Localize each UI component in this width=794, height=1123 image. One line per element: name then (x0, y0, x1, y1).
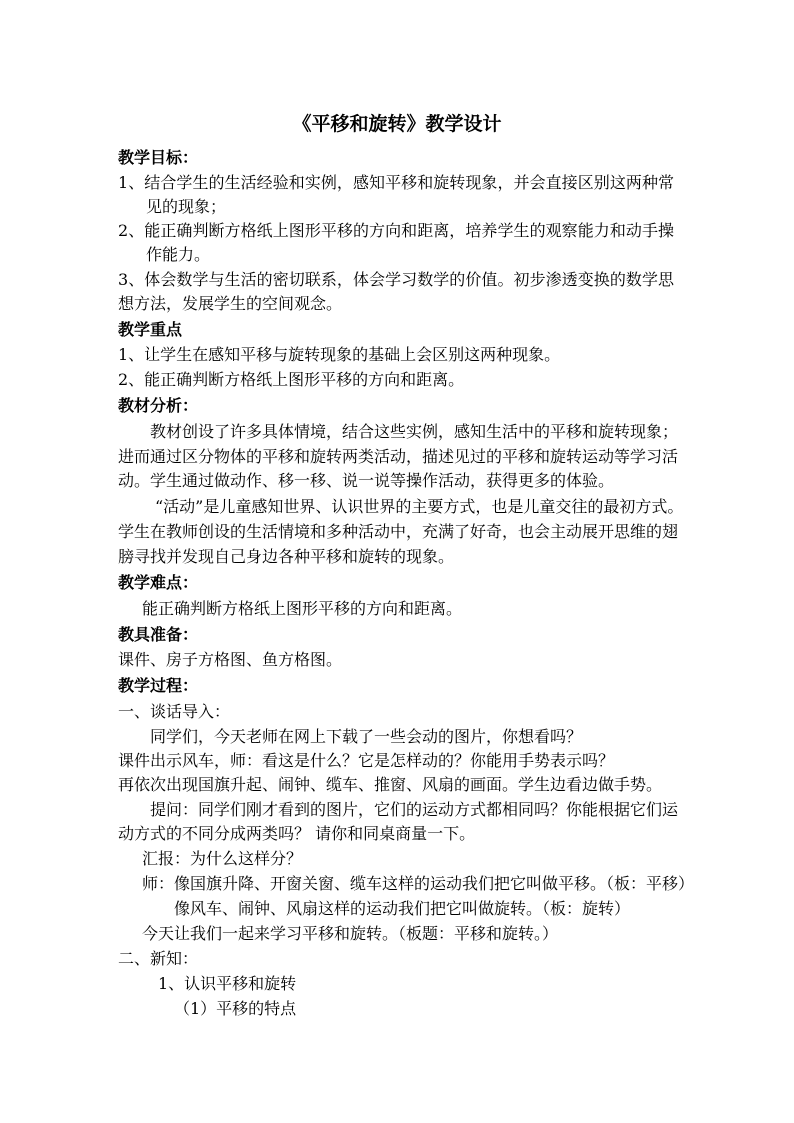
text-line: 1、让学生在感知平移与旋转现象的基础上会区别这两种现象。 (118, 345, 561, 364)
text-line: 今天让我们一起来学习平移和旋转。（板题：平移和旋转。） (142, 924, 559, 943)
text-line: “活动”是儿童感知世界、认识世界的主要方式，也是儿童交往的最初方式。 (155, 497, 684, 516)
text-line: 学生在教师创设的生活情境和多种活动中，充满了好奇，也会主动展开思维的翅 (118, 522, 679, 541)
text-line: 2、能正确判断方格纸上图形平移的方向和距离。 (118, 370, 465, 389)
text-line: 课件出示风车，师：看这是什么？它是怎样动的？你能用手势表示吗？ (118, 751, 615, 770)
text-line: 教材创设了许多具体情境，结合这些实例，感知生活中的平移和旋转现象； (150, 422, 679, 441)
text-line: 1、结合学生的生活经验和实例，感知平移和旋转现象，并会直接区别这两种常 (118, 173, 674, 192)
document-title: 《平移和旋转》教学设计 (292, 113, 502, 135)
section-heading: 教材分析： (118, 396, 199, 415)
text-line: 提问：同学们刚才看到的图片，它们的运动方式都相同吗？你能根据它们运 (150, 800, 679, 819)
text-line: 汇报：为什么这样分？ (142, 849, 303, 868)
text-line: 进而通过区分物体的平移和旋转两类活动，描述见过的平移和旋转运动等学习活 (118, 447, 679, 466)
text-line: 像风车、闹钟、风扇这样的运动我们把它叫做旋转。（板：旋转） (174, 899, 631, 918)
text-line: 膀寻找并发现自己身边各种平移和旋转的现象。 (118, 547, 455, 566)
text-line: 作能力。 (146, 245, 211, 264)
text-line: 2、能正确判断方格纸上图形平移的方向和距离，培养学生的观察能力和动手操 (118, 221, 674, 240)
text-line: 1、认识平移和旋转 (158, 974, 297, 993)
section-heading: 教学重点 (118, 320, 183, 339)
text-line: 师：像国旗升降、开窗关窗、缆车这样的运动我们把它叫做平移。（板：平移） (142, 874, 695, 893)
text-line: （1）平移的特点 (174, 999, 297, 1018)
text-line: 动。学生通过做动作、移一移、说一说等操作活动，获得更多的体验。 (118, 471, 615, 490)
text-line: 一、谈话导入： (118, 702, 231, 721)
section-heading: 教学过程： (118, 676, 199, 695)
section-heading: 教学目标： (118, 148, 199, 167)
text-line: 同学们，今天老师在网上下载了一些会动的图片，你想看吗？ (150, 727, 583, 746)
text-line: 想方法，发展学生的空间观念。 (118, 294, 343, 313)
text-line: 能正确判断方格纸上图形平移的方向和距离。 (142, 599, 463, 618)
text-line: 见的现象； (146, 197, 227, 216)
text-line: 二、新知： (118, 949, 199, 968)
section-heading: 教学难点： (118, 573, 199, 592)
text-line: 课件、房子方格图、鱼方格图。 (118, 650, 343, 669)
text-line: 动方式的不同分成两类吗？ 请你和同桌商量一下。 (118, 824, 476, 843)
text-line: 3、体会数学与生活的密切联系，体会学习数学的价值。初步渗透变换的数学思 (118, 270, 674, 289)
section-heading: 教具准备： (118, 625, 199, 644)
text-line: 再依次出现国旗升起、闹钟、缆车、推窗、风扇的画面。学生边看边做手势。 (118, 775, 663, 794)
